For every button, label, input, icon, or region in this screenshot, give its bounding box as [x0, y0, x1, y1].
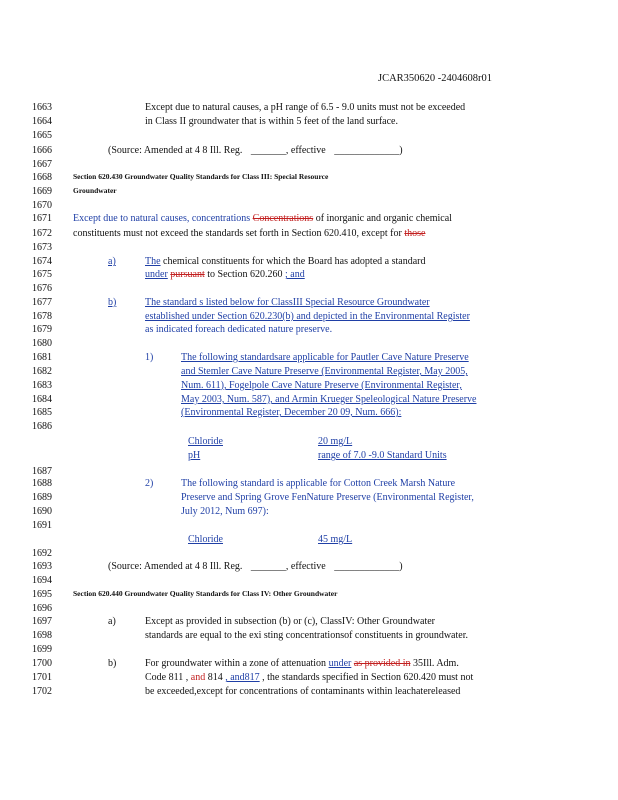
line-number: 1667 — [32, 159, 52, 170]
source-effective-blank: _____________) — [334, 145, 403, 156]
source-note-2 — [108, 561, 403, 572]
text-line-1701 — [145, 672, 473, 683]
inserted-text: under — [328, 658, 352, 669]
text-line-1675 — [145, 269, 305, 280]
line-number: 1666 — [32, 145, 52, 156]
line-number: 1672 — [32, 228, 52, 239]
deleted-text: and — [190, 672, 206, 683]
line-number: 1679 — [32, 324, 52, 335]
line-number: 1687 — [32, 466, 52, 477]
text-line-1678: established under Section 620.230(b) and depicted in the Environmental Register — [145, 311, 470, 322]
section-heading-620-430-cont: Groundwater — [73, 186, 117, 195]
line-number: 1675 — [32, 269, 52, 280]
table-1-row-1-value: 20 mg/L — [318, 436, 353, 447]
section-heading-620-440: Section 620.440 Groundwater Quality Standards for Class IV: Other Groundwater — [73, 589, 338, 598]
text-line-1671 — [73, 213, 452, 224]
line-number: 1702 — [32, 686, 52, 697]
text-line-1689: Preserve and Spring Grove FenNature Preserve (Environmental Register, — [181, 492, 474, 503]
inserted-text: The — [145, 256, 161, 267]
body-text: to Section 620.260 — [207, 269, 283, 280]
source-reg-blank: _______, effective — [250, 561, 326, 572]
deleted-text: pursuant — [170, 269, 205, 280]
source-reg-blank: _______, effective — [250, 145, 326, 156]
table-1-row-2-value: range of 7.0 -9.0 Standard Units — [318, 450, 447, 461]
line-number: 1696 — [32, 603, 52, 614]
item-1-label: 1) — [145, 352, 154, 363]
line-number: 1681 — [32, 352, 52, 363]
item-a-label-2: a) — [108, 616, 116, 627]
text-line-1672 — [73, 228, 425, 239]
line-number: 1699 — [32, 644, 52, 655]
line-number: 1684 — [32, 394, 52, 405]
text-line-1690: July 2012, Num 697): — [181, 506, 269, 517]
line-number: 1695 — [32, 589, 52, 600]
deleted-text: those — [404, 228, 426, 239]
deleted-text: Concentrations — [252, 213, 314, 224]
source-effective-blank: _____________) — [334, 561, 403, 572]
table-1-row-2-constituent: pH — [188, 450, 201, 461]
table-2-row-1-constituent: Chloride — [188, 534, 223, 545]
line-number: 1690 — [32, 506, 52, 517]
line-number: 1676 — [32, 283, 52, 294]
source-label: (Source: Amended at 4 8 Ill. Reg. — [108, 561, 243, 572]
line-number: 1677 — [32, 297, 52, 308]
body-text: , the standards specified in Section 620.420 must not — [262, 672, 474, 683]
body-text: 814 — [207, 672, 223, 683]
inserted-text: ; and — [285, 269, 305, 280]
section-heading-620-430: Section 620.430 Groundwater Quality Standards for Class III: Special Resource — [73, 172, 329, 181]
line-number: 1664 — [32, 116, 52, 127]
line-number: 1670 — [32, 200, 52, 211]
line-number: 1685 — [32, 407, 52, 418]
inserted-text: Except due to natural causes, concentrations — [73, 213, 251, 224]
line-number: 1694 — [32, 575, 52, 586]
line-number: 1680 — [32, 338, 52, 349]
body-text: constituents must not exceed the standards set forth in Section 620.410, except for — [73, 228, 402, 239]
text-line-1702: be exceeded,except for concentrations of contaminants within leachatereleased — [145, 686, 461, 697]
body-text: 35Ill. Adm. — [413, 658, 459, 669]
item-b-label: b) — [108, 297, 117, 308]
text-line-1674 — [145, 256, 425, 267]
line-number: 1701 — [32, 672, 52, 683]
body-text: Code 811 , — [145, 672, 189, 683]
source-note — [108, 145, 403, 156]
inserted-text: under — [145, 269, 168, 280]
text-line-1688: The following standard is applicable for Cotton Creek Marsh Nature — [181, 478, 456, 489]
item-b-label-2: b) — [108, 658, 117, 669]
text-line-1681: The following standardsare applicable for Pautler Cave Nature Preserve — [181, 352, 469, 363]
line-number: 1671 — [32, 213, 52, 224]
document-header-id: JCAR350620 -2404608r01 — [378, 73, 493, 84]
line-number: 1678 — [32, 311, 52, 322]
line-number: 1688 — [32, 478, 52, 489]
text-line-1683: Num. 611), Fogelpole Cave Nature Preserve (Environmental Register, — [181, 380, 462, 391]
line-number: 1689 — [32, 492, 52, 503]
body-text: of inorganic and organic chemical — [315, 213, 452, 224]
line-number: 1674 — [32, 256, 52, 267]
text-line-1685: (Environmental Register, December 20 09, Num. 666): — [181, 407, 402, 418]
inserted-text: , and817 — [225, 672, 260, 683]
line-number: 1700 — [32, 658, 52, 669]
line-number: 1669 — [32, 186, 52, 197]
text-line-1684: May 2003, Num. 587), and Armin Krueger Speleological Nature Preserve — [181, 394, 477, 405]
line-number: 1686 — [32, 421, 52, 432]
line-number: 1683 — [32, 380, 52, 391]
line-number: 1697 — [32, 616, 52, 627]
line-number: 1692 — [32, 548, 52, 559]
source-label: (Source: Amended at 4 8 Ill. Reg. — [108, 145, 243, 156]
text-line-1663: Except due to natural causes, a pH range of 6.5 - 9.0 units must not be exceeded — [145, 102, 466, 113]
text-line-1700 — [145, 658, 459, 669]
line-number: 1691 — [32, 520, 52, 531]
table-1-row-1-constituent: Chloride — [188, 436, 223, 447]
body-text: For groundwater within a zone of attenuation — [145, 658, 327, 669]
text-line-1698: standards are equal to the exi sting concentrationsof constituents in groundwater. — [145, 630, 468, 641]
line-number: 1668 — [32, 172, 52, 183]
table-2-row-1-value: 45 mg/L — [318, 534, 353, 545]
line-number: 1698 — [32, 630, 52, 641]
text-line-1664: in Class II groundwater that is within 5 feet of the land surface. — [145, 116, 398, 127]
line-number: 1682 — [32, 366, 52, 377]
item-2-label: 2) — [145, 478, 154, 489]
line-number: 1665 — [32, 130, 52, 141]
body-text: chemical constituents for which the Board has adopted a standard — [163, 256, 426, 267]
deleted-text: as provided in — [353, 658, 411, 669]
line-number: 1663 — [32, 102, 52, 113]
text-line-1679: as indicated foreach dedicated nature preserve. — [145, 324, 333, 335]
text-line-1682: and Stemler Cave Nature Preserve (Environmental Register, May 2005, — [181, 366, 468, 377]
line-number: 1673 — [32, 242, 52, 253]
line-number: 1693 — [32, 561, 52, 572]
item-a-label: a) — [108, 256, 116, 267]
text-line-1677: The standard s listed below for ClassIII Special Resource Groundwater — [145, 297, 430, 308]
text-line-1697: Except as provided in subsection (b) or (c), ClassIV: Other Groundwater — [145, 616, 436, 627]
